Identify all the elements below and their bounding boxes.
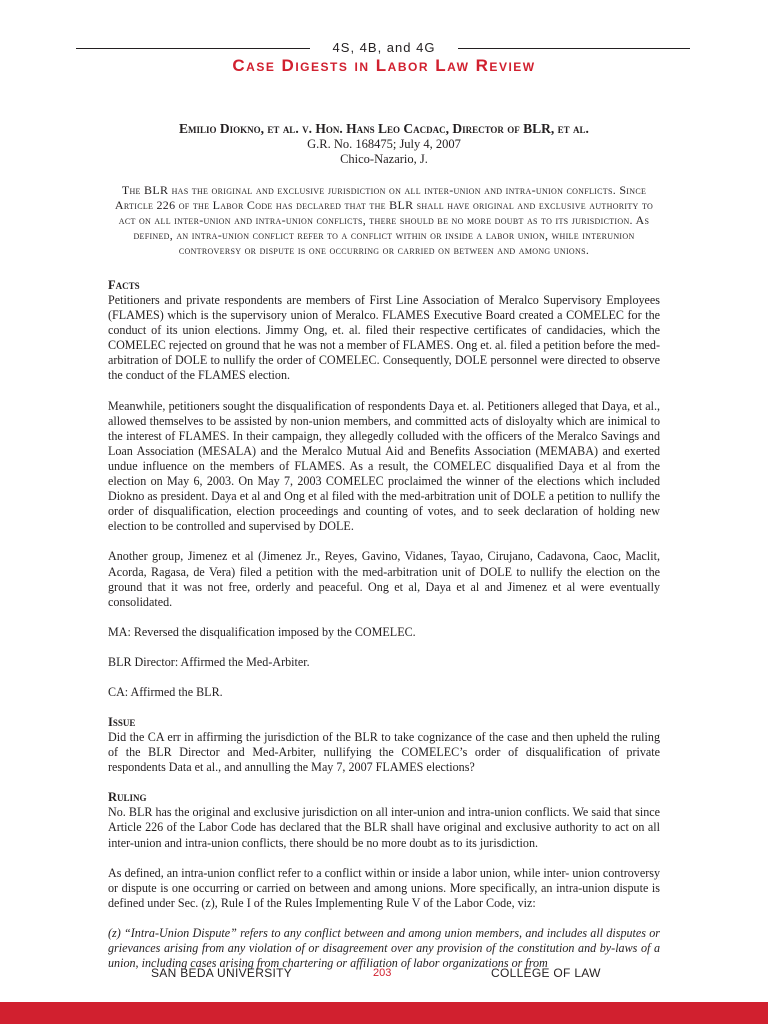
facts-paragraph-3: Another group, Jimenez et al (Jimenez Jr., Reyes, Gavino, Vidanes, Tayao, Cirujano, Cadavona, Caoc, Maclit, Acorda, Ragasa, de Vera) filed a petition with the med-arbitration unit of DOLE to nullify the election on the ground that it was not free, orderly and peaceful. Ong et al, Daya et al and Jimenez et al were eventually consolidated. [108,549,660,609]
issue-text: Did the CA err in affirming the jurisdiction of the BLR to take cognizance of the case and then upheld the ruling of the BLR Director and Med-Arbiter, nullifying the COMELEC’s order of disqualification of private respondents Data et al., and annulling the May 7, 2007 FLAMES elections? [108,730,660,775]
page-footer [0,966,768,982]
header-title: Case Digests in Labor Law Review [232,56,536,75]
facts-ma-ruling: MA: Reversed the disqualification imposed by the COMELEC. [108,624,416,639]
case-heading [0,120,768,167]
case-ponente: Chico-Nazario, J. [340,152,428,166]
facts-heading: Facts [108,278,140,292]
case-title: Emilio Diokno, et al. v. Hon. Hans Leo Cacdac, Director of BLR, et al. [179,121,589,136]
ruling-quote: (z) “Intra-Union Dispute” refers to any conflict between and among union members, and includes all disputes or grievances arising from any violation of or disagreement over any provision of the constitution and by-laws of a union, including cases arising from chartering or affiliation of labor organizations or from [108,925,660,971]
header-subtitle: 4S, 4B, and 4G [332,40,436,55]
footer-page-number: 203 [373,967,392,979]
issue-heading: Issue [108,715,136,730]
footer-college: COLLEGE OF LAW [491,966,601,980]
facts-paragraph-1: Petitioners and private respondents are members of First Line Association of Meralco Supervisory Employees (FLAMES) which is the supervisory union of Meralco. FLAMES Executive Board created a COMELEC for the conduct of its union elections. Jimmy Ong, et. al. filed their respective certificates of candidacies, which the COMELEC rejected on ground that he was not a member of FLAMES. Ong et. al. filed a petition before the med- arbitration of DOLE to nullify the order of COMELEC. Consequently, DOLE personnel were directed to observe the conduct of the FLAMES election. [108,293,660,383]
ruling-paragraph-2: As defined, an intra-union conflict refer to a conflict within or inside a labor union, while inter- union controversy or dispute is one occurring or carried on between and among unions. More specifically, an intra-union dispute is defined under Sec. (z), Rule I of the Rules Implementing Rule V of the Labor Code, viz: [108,865,660,910]
facts-blr-ruling: BLR Director: Affirmed the Med-Arbiter. [108,654,310,669]
doctrine-summary: The BLR has the original and exclusive jurisdiction on all inter-union and intra-union conflicts. Since Article 226 of the Labor Code has declared that the BLR shall have original and exclusive authority to act on all inter-union and intra-union conflicts, there should be no more doubt as to its jurisdiction. As defined, an intra-union conflict refer to a conflict within or inside a labor union, while interunion controversy or dispute is one occurring or carried on between and among unions. [114,183,654,257]
case-body [108,278,660,986]
ruling-paragraph-1: No. BLR has the original and exclusive jurisdiction on all inter-union and intra-union conflicts. We said that since Article 226 of the Labor Code has declared that the BLR shall have original and exclusive authority to act on all inter-union and intra-union conflicts, there should be no more doubt as to its jurisdiction. [108,805,660,850]
footer-red-bar [0,1002,768,1024]
ruling-heading: Ruling [108,790,147,805]
case-gr-number: G.R. No. 168475; July 4, 2007 [307,137,461,151]
facts-ca-ruling: CA: Affirmed the BLR. [108,684,223,699]
facts-paragraph-2: Meanwhile, petitioners sought the disqualification of respondents Daya et. al. Petitioners alleged that Daya, et al., allowed themselves to be assisted by non-union members, and committed acts of disloyalty which are inimical to the interest of FLAMES. In their campaign, they allegedly colluded with the officers of the Meralco Savings and Loan Association (MESALA) and the Meralco Mutual Aid and Benefits Association (MEMABA) and exerted undue influence on the members of FLAMES. As a result, the COMELEC disqualified Daya et al from the election on May 6, 2003. On May 7, 2003 COMELEC proclaimed the winner of the elections which included Diokno as president. Daya et al and Ong et al filed with the med-arbitration unit of DOLE a petition to nullify the order of disqualification, election proceedings and counting of votes, and to seek declaration of holding new election to be controlled and supervised by DOLE. [108,398,660,534]
footer-university: SAN BEDA UNIVERSITY [151,966,293,980]
